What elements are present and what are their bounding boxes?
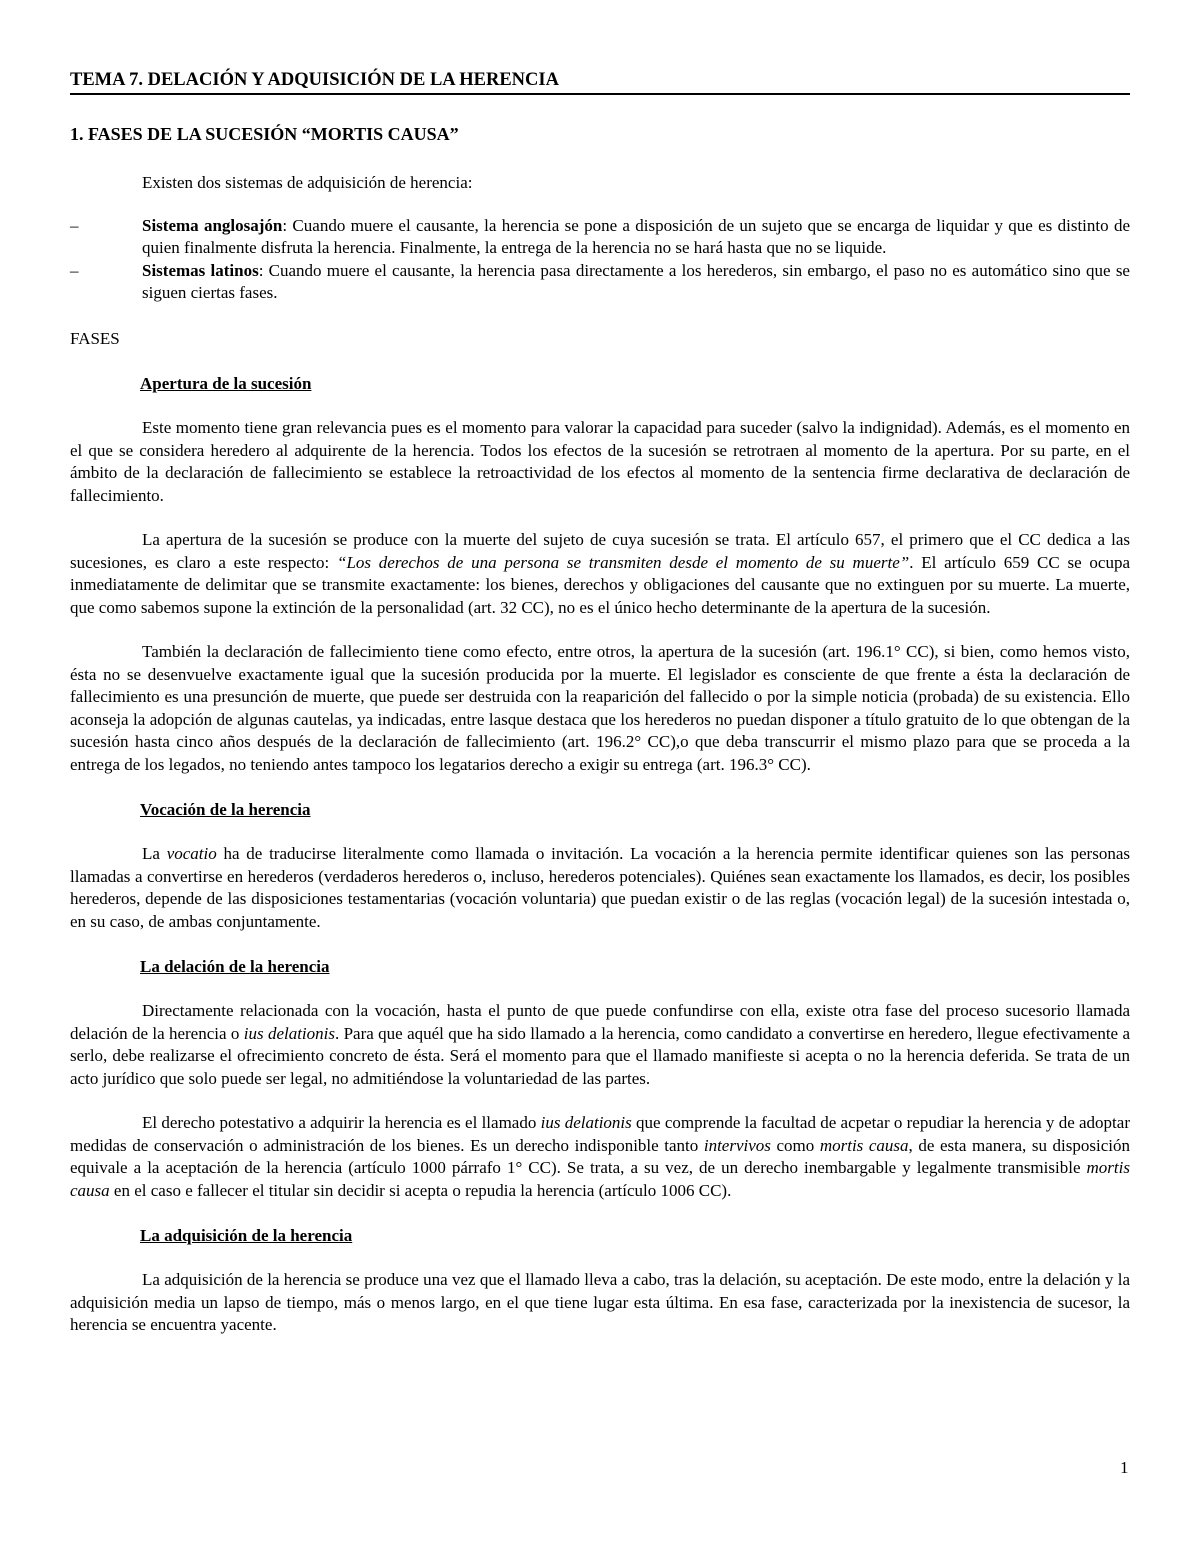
system-name: Sistema anglosajón — [142, 215, 283, 235]
subheading-delacion: La delación de la herencia — [140, 957, 330, 976]
section-heading: 1. FASES DE LA SUCESIÓN “MORTIS CAUSA” — [70, 124, 459, 144]
list-item — [70, 215, 1130, 260]
paragraph: El derecho potestativo a adquirir la herencia es el llamado ius delationis que comprende la facultad de acpetar o repudiar la herencia y de adoptar medidas de conservación o administración de los bienes. Es un derecho indisponible tanto intervivos como mortis causa, de esta manera, su disposición equivale a la aceptación de la herencia (artículo 1000 párrafo 1° CC). Se trata, a su vez, de un derecho inembargable y legalmente transmisible mortis causa en el caso e fallecer el titular sin decidir si acepta o repudia la herencia (artículo 1006 CC). — [70, 1113, 1130, 1200]
dash-bullet-icon: – — [70, 215, 79, 235]
fases-label: FASES — [70, 328, 120, 348]
dash-bullet-icon: – — [70, 260, 79, 280]
subheading-apertura: Apertura de la sucesión — [140, 374, 312, 393]
system-text: : Cuando muere el causante, la herencia pasa directamente a los herederos, sin embargo, el paso no es automático sino que se siguen ciertas fases. — [142, 260, 1130, 302]
paragraph: Este momento tiene gran relevancia pues es el momento para valorar la capacidad para suceder (salvo la indignidad). Además, es el momento en el que se considera heredero al adquirente de la herencia. Todos los efectos de la sucesión se retrotraen al momento de la apertura. Por su parte, en el ámbito de la declaración de fallecimiento se establece la retroactividad de los efectos al momento de la sentencia firme declarativa de declaración de fallecimiento. — [70, 418, 1130, 505]
list-item — [70, 260, 1130, 305]
subheading-adquisicion: La adquisición de la herencia — [140, 1226, 353, 1245]
paragraph: También la declaración de fallecimiento tiene como efecto, entre otros, la apertura de la sucesión (art. 196.1° CC), si bien, como hemos visto, ésta no se desenvuelve exactamente igual que la sucesión producida por la muerte. El legislador es consciente de que frente a ésta la declaración de fallecimiento es una presunción de muerte, que puede ser destruida con la reaparición del fallecido o por la simple noticia (probada) de su existencia. Ello aconseja la adopción de algunas cautelas, ya indicadas, entre lasque destaca que los herederos no puedan disponer a título gratuito de lo que obtengan de la sucesión hasta cinco años después de la declaración de fallecimiento (art. 196.2° CC),o que deba transcurrir el mismo plazo para que se proceda a la entrega de los legados, no teniendo antes tampoco los legatarios derecho a exigir su entrega (art. 196.3° CC). — [70, 642, 1130, 774]
page-number: 1 — [1120, 1458, 1129, 1477]
document-page — [70, 68, 1130, 1337]
quote: “Los derechos de una persona se transmiten desde el momento de su muerte” — [337, 552, 910, 572]
systems-list — [70, 215, 1130, 305]
system-name: Sistemas latinos — [142, 260, 259, 280]
paragraph: La adquisición de la herencia se produce una vez que el llamado lleva a cabo, tras la delación, su aceptación. De este modo, entre la delación y la adquisición media un lapso de tiempo, más o menos largo, en el que tiene lugar esta última. En esa fase, caracterizada por la inexistencia de sucesor, la herencia se encuentra yacente. — [70, 1270, 1130, 1334]
intro-text: Existen dos sistemas de adquisición de herencia: — [142, 173, 473, 192]
document-title: TEMA 7. DELACIÓN Y ADQUISICIÓN DE LA HERENCIA — [70, 68, 1130, 95]
system-text: : Cuando muere el causante, la herencia se pone a disposición de un sujeto que se encarga de liquidar y que es distinto de quien finalmente disfruta la herencia. Finalmente, la entrega de la herencia no se hará hasta que no se liquide. — [142, 215, 1130, 257]
paragraph: La vocatio ha de traducirse literalmente como llamada o invitación. La vocación a la herencia permite identificar quienes son las personas llamadas a convertirse en herederos (verdaderos herederos o, incluso, herederos potenciales). Quiénes sean exactamente los llamados, es decir, los posibles herederos, depende de las disposiciones testamentarias (vocación voluntaria) que puedan existir o de las reglas (vocación legal) de la sucesión intestada o, en su caso, de ambas conjuntamente. — [70, 844, 1130, 931]
paragraph: La apertura de la sucesión se produce con la muerte del sujeto de cuya sucesión se trata. El artículo 657, el primero que el CC dedica a las sucesiones, es claro a este respecto: “Los derechos de una persona se transmiten desde el momento de su muerte”. El artículo 659 CC se ocupa inmediatamente de delimitar que se transmite exactamente: los bienes, derechos y obligaciones del causante que no extinguen por su muerte. La muerte, que como sabemos supone la extinción de la personalidad (art. 32 CC), no es el único hecho determinante de la apertura de la sucesión. — [70, 530, 1130, 617]
paragraph: Directamente relacionada con la vocación, hasta el punto de que puede confundirse con ella, existe otra fase del proceso sucesorio llamada delación de la herencia o ius delationis. Para que aquél que ha sido llamado a la herencia, como candidato a convertirse en heredero, llegue efectivamente a serlo, debe realizarse el ofrecimiento concreto de ésta. Será el momento para que el llamado manifieste si acepta o no la herencia deferida. Se trata de un acto jurídico que solo puede ser legal, no admitiéndose la voluntariedad de las partes. — [70, 1001, 1130, 1088]
subheading-vocacion: Vocación de la herencia — [140, 800, 311, 819]
